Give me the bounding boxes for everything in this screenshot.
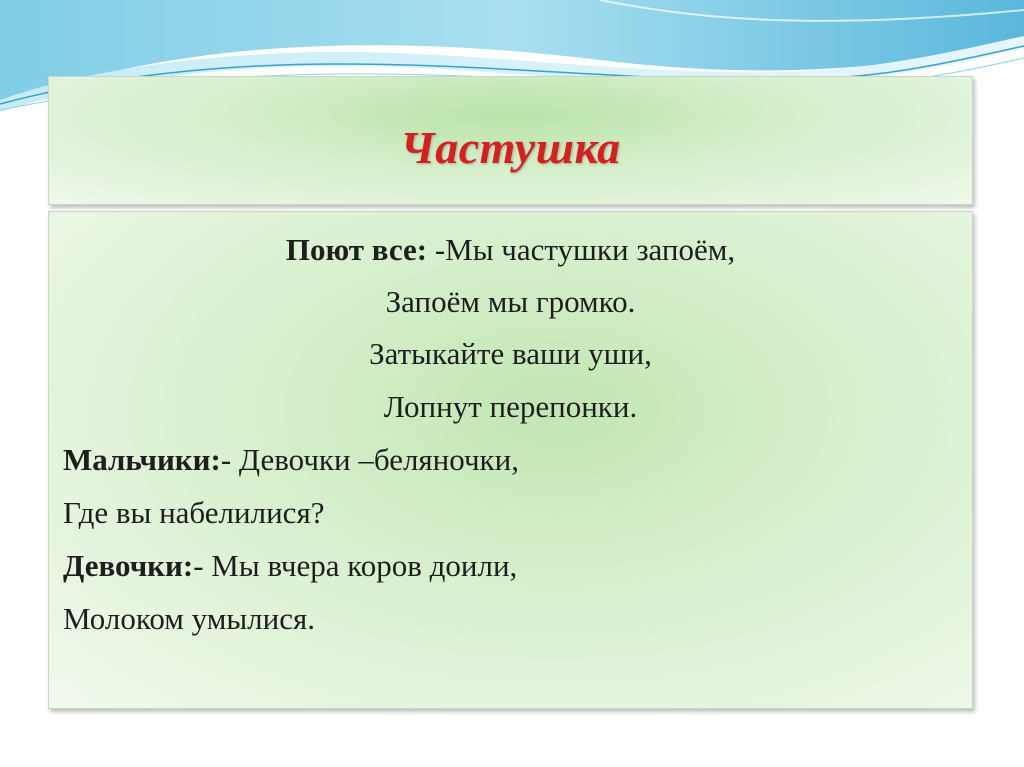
verse-line-6: Где вы набелилися? <box>63 495 325 530</box>
verse-line-7 <box>63 548 517 584</box>
speaker-label: Девочки: <box>63 548 194 583</box>
verse-line-3: Затыкайте ваши уши, <box>369 336 652 371</box>
verse-text: - Мы вчера коров доили, <box>193 548 518 583</box>
slide-title: Частушка <box>400 122 621 173</box>
verse-line-4: Лопнут перепонки. <box>383 389 638 424</box>
verse-line-1 <box>49 232 972 268</box>
speaker-label: Мальчики: <box>63 442 221 477</box>
content-box <box>48 211 973 709</box>
title-box <box>48 76 973 205</box>
speaker-label: Поют все: <box>285 232 428 267</box>
verse-text: -Мы частушки запоём, <box>427 232 736 267</box>
verse-text: - Девочки –беляночки, <box>220 442 519 477</box>
verse-line-8: Молоком умылися. <box>63 601 315 636</box>
verse-line-5 <box>63 442 519 478</box>
verse-line-2: Запоём мы громко. <box>385 284 636 319</box>
